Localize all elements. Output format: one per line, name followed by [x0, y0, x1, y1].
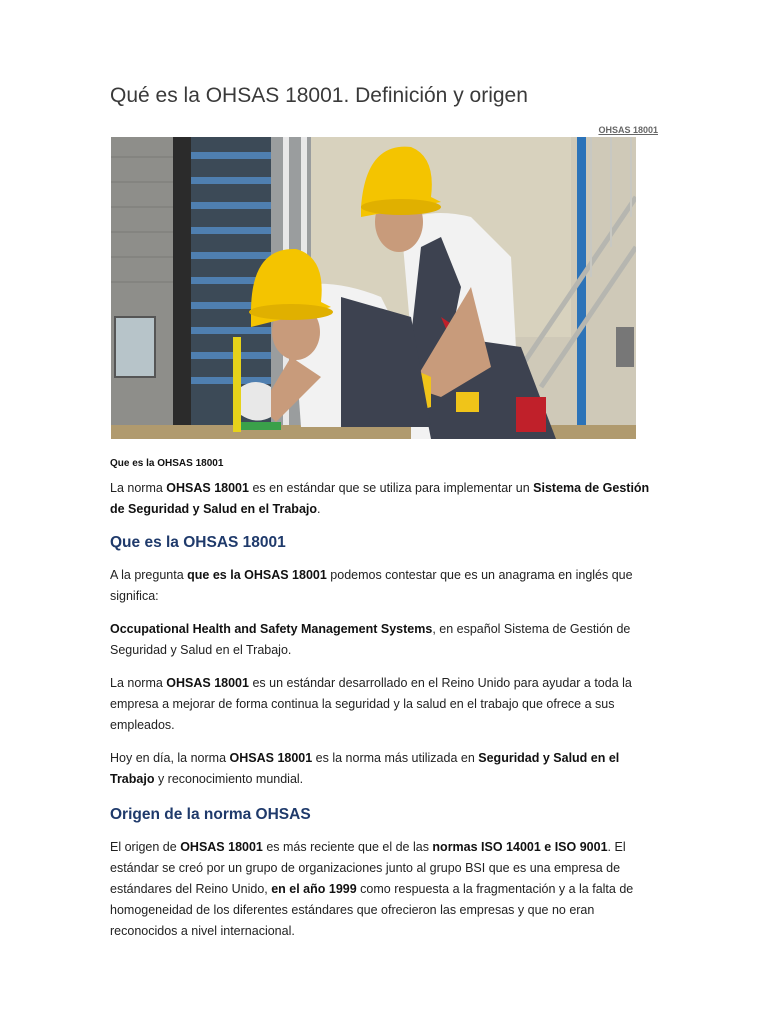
paragraph-pregunta: A la pregunta que es la OHSAS 18001 podemos contestar que es un anagrama en inglés que significa: [110, 568, 633, 603]
category-tag-link[interactable]: OHSAS 18001 [598, 125, 658, 135]
article-body [110, 478, 658, 954]
paragraph-reino-unido: La norma OHSAS 18001 es un estándar desarrollado en el Reino Unido para ayudar a toda la empresa a mejorar de forma continua la seguridad y la salud en el trabajo que ofrece a sus empleados. [110, 676, 632, 732]
paragraph-origen: El origen de OHSAS 18001 es más reciente que el de las normas ISO 14001 e ISO 9001. El estándar se creó por un grupo de organizaciones junto al grupo BSI que es una empresa de estándares del Reino Unido, en el año 1999 como respuesta a la fragmentación y a la falta de homogeneidad de los diferentes estándares que ofrecieron las empresas y que no eran reconocidos a nivel internacional. [110, 840, 634, 938]
section-heading-origen: Origen de la norma OHSAS [110, 806, 311, 823]
paragraph-hoy-en-dia: Hoy en día, la norma OHSAS 18001 es la norma más utilizada en Seguridad y Salud en el Trabajo y reconocimiento mundial. [110, 751, 620, 786]
workers-photo [111, 137, 636, 439]
paragraph-definicion: Occupational Health and Safety Management Systems, en español Sistema de Gestión de Seguridad y Salud en el Trabajo. [110, 622, 631, 657]
page-title: Qué es la OHSAS 18001. Definición y origen [110, 84, 528, 107]
section-heading-que-es: Que es la OHSAS 18001 [110, 534, 286, 551]
paragraph-intro: La norma OHSAS 18001 es en estándar que se utiliza para implementar un Sistema de Gestión de Seguridad y Salud en el Trabajo. [110, 481, 650, 516]
image-caption: Que es la OHSAS 18001 [110, 458, 224, 469]
